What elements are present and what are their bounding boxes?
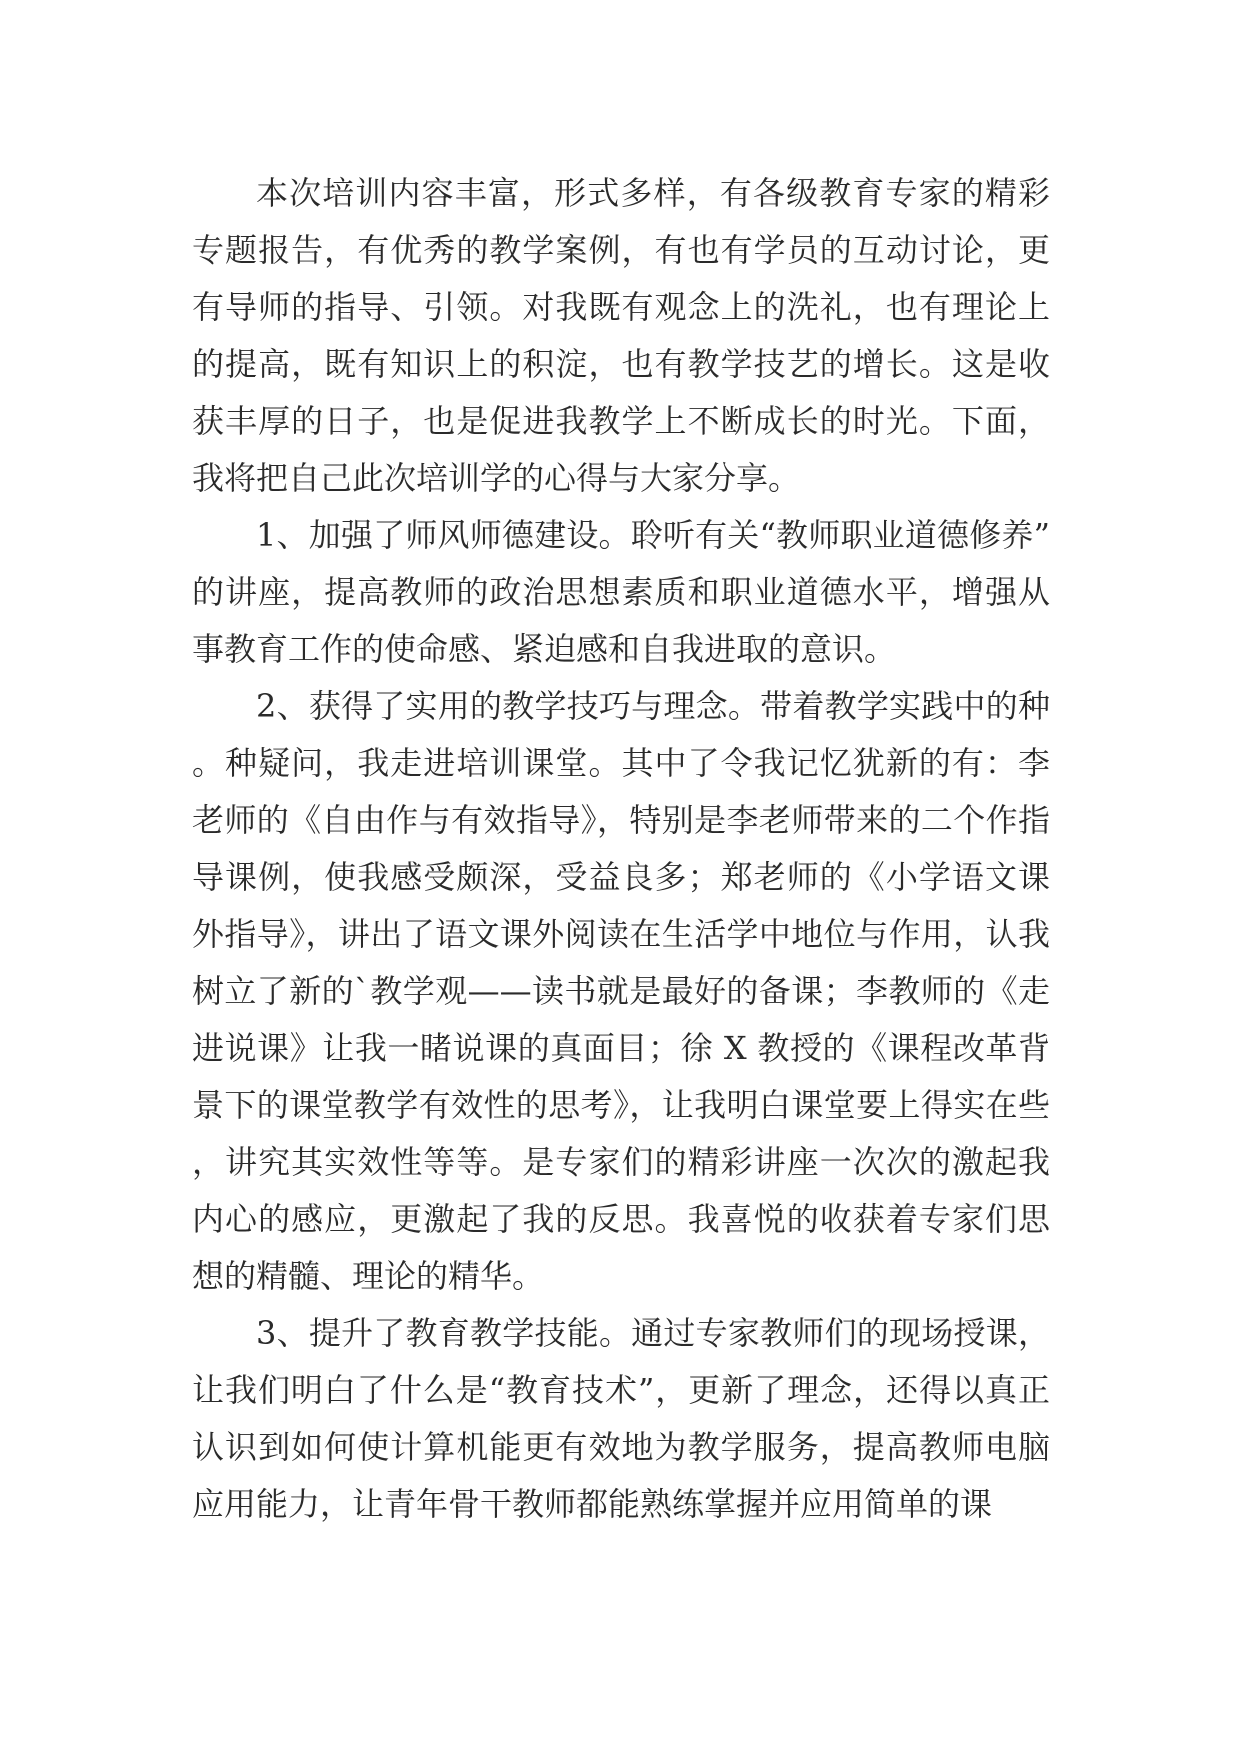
document-body xyxy=(192,165,1050,1533)
paragraph-point-2: 2、获得了实用的教学技巧与理念。带着教学实践中的种。种疑问，我走进培训课堂。其中了令我记忆犹新的有：李老师的《自由作与有效指导》，特别是李老师带来的二个作指导课例，使我感受颇深，受益良多；郑老师的《小学语文课外指导》，讲出了语文课外阅读在生活学中地位与作用，认我树立了新的`教学观——读书就是最好的备课；李教师的《走进说课》让我一睹说课的真面目；徐 X 教授的《课程改革背景下的课堂教学有效性的思考》，让我明白课堂要上得实在些，讲究其实效性等等。是专家们的精彩讲座一次次的激起我内心的感应，更激起了我的反思。我喜悦的收获着专家们思想的精髓、理论的精华。 xyxy=(192,687,1050,1295)
paragraph-intro: 本次培训内容丰富，形式多样，有各级教育专家的精彩专题报告，有优秀的教学案例，有也有学员的互动讨论，更有导师的指导、引领。对我既有观念上的洗礼，也有理论上的提高，既有知识上的积淀，也有教学技艺的增长。这是收获丰厚的日子，也是促进我教学上不断成长的时光。下面，我将把自己此次培训学的心得与大家分享。 xyxy=(192,174,1050,497)
paragraph-point-3: 3、提升了教育教学技能。通过专家教师们的现场授课，让我们明白了什么是“教育技术”，更新了理念，还得以真正认识到如何使计算机能更有效地为教学服务，提高教师电脑应用能力，让青年骨干教师都能熟练掌握并应用简单的课 xyxy=(192,1314,1050,1523)
paragraph-point-1: 1、加强了师风师德建设。聆听有关“教师职业道德修养”的讲座，提高教师的政治思想素质和职业道德水平，增强从事教育工作的使命感、紧迫感和自我进取的意识。 xyxy=(192,516,1050,668)
